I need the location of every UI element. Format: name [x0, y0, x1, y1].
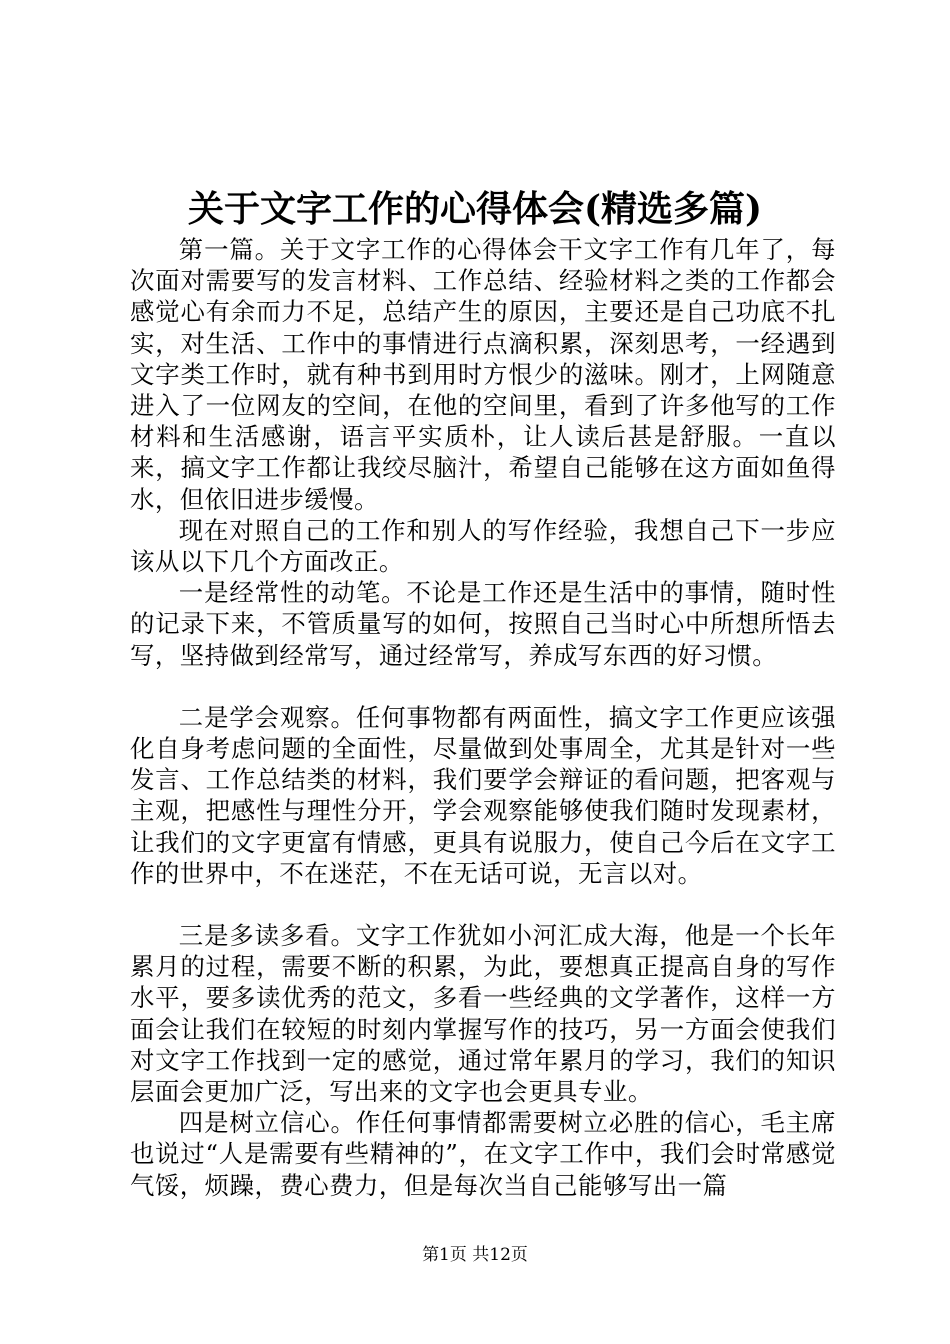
paragraph-6: 四是树立信心。作任何事情都需要树立必胜的信心，毛主席也说过“人是需要有些精神的”，在文字工作中，我们会时常感觉气馁，烦躁，费心费力，但是每次当自己能够写出一篇: [130, 1108, 836, 1200]
paragraph-2: 现在对照自己的工作和别人的写作经验，我想自己下一步应该从以下几个方面改正。: [130, 515, 836, 577]
paragraph-spacer: [130, 671, 836, 702]
document-body: [130, 234, 836, 1201]
paragraph-5: 三是多读多看。文字工作犹如小河汇成大海，他是一个长年累月的过程，需要不断的积累，为此，要想真正提高自身的写作水平，要多读优秀的范文，多看一些经典的文学著作，这样一方面会让我们在较短的时刻内掌握写作的技巧，另一方面会使我们对文字工作找到一定的感觉，通过常年累月的学习，我们的知识层面会更加广泛，写出来的文字也会更具专业。: [130, 921, 836, 1107]
document-title: 关于文字工作的心得体会(精选多篇): [187, 188, 763, 230]
paragraph-spacer: [130, 889, 836, 920]
paragraph-3: 一是经常性的动笔。不论是工作还是生活中的事情，随时性的记录下来，不管质量写的如何，按照自己当时心中所想所悟去写，坚持做到经常写，通过经常写，养成写东西的好习惯。: [130, 578, 836, 670]
paragraph-1: 第一篇。关于文字工作的心得体会干文字工作有几年了，每次面对需要写的发言材料、工作总结、经验材料之类的工作都会感觉心有余而力不足，总结产生的原因，主要还是自己功底不扎实，对生活、工作中的事情进行点滴积累，深刻思考，一经遇到文字类工作时，就有种书到用时方恨少的滋味。刚才，上网随意进入了一位网友的空间，在他的空间里，看到了许多他写的工作材料和生活感谢，语言平实质朴，让人读后甚是舒服。一直以来，搞文字工作都让我绞尽脑汁，希望自己能够在这方面如鱼得水，但依旧进步缓慢。: [130, 235, 836, 514]
page-number-footer: 第1页 共12页: [422, 1245, 528, 1265]
paragraph-4: 二是学会观察。任何事物都有两面性，搞文字工作更应该强化自身考虑问题的全面性，尽量做到处事周全，尤其是针对一些发言、工作总结类的材料，我们要学会辩证的看问题，把客观与主观，把感性与理性分开，学会观察能够使我们随时发现素材，让我们的文字更富有情感，更具有说服力，使自己今后在文字工作的世界中，不在迷茫，不在无话可说，无言以对。: [130, 702, 836, 888]
